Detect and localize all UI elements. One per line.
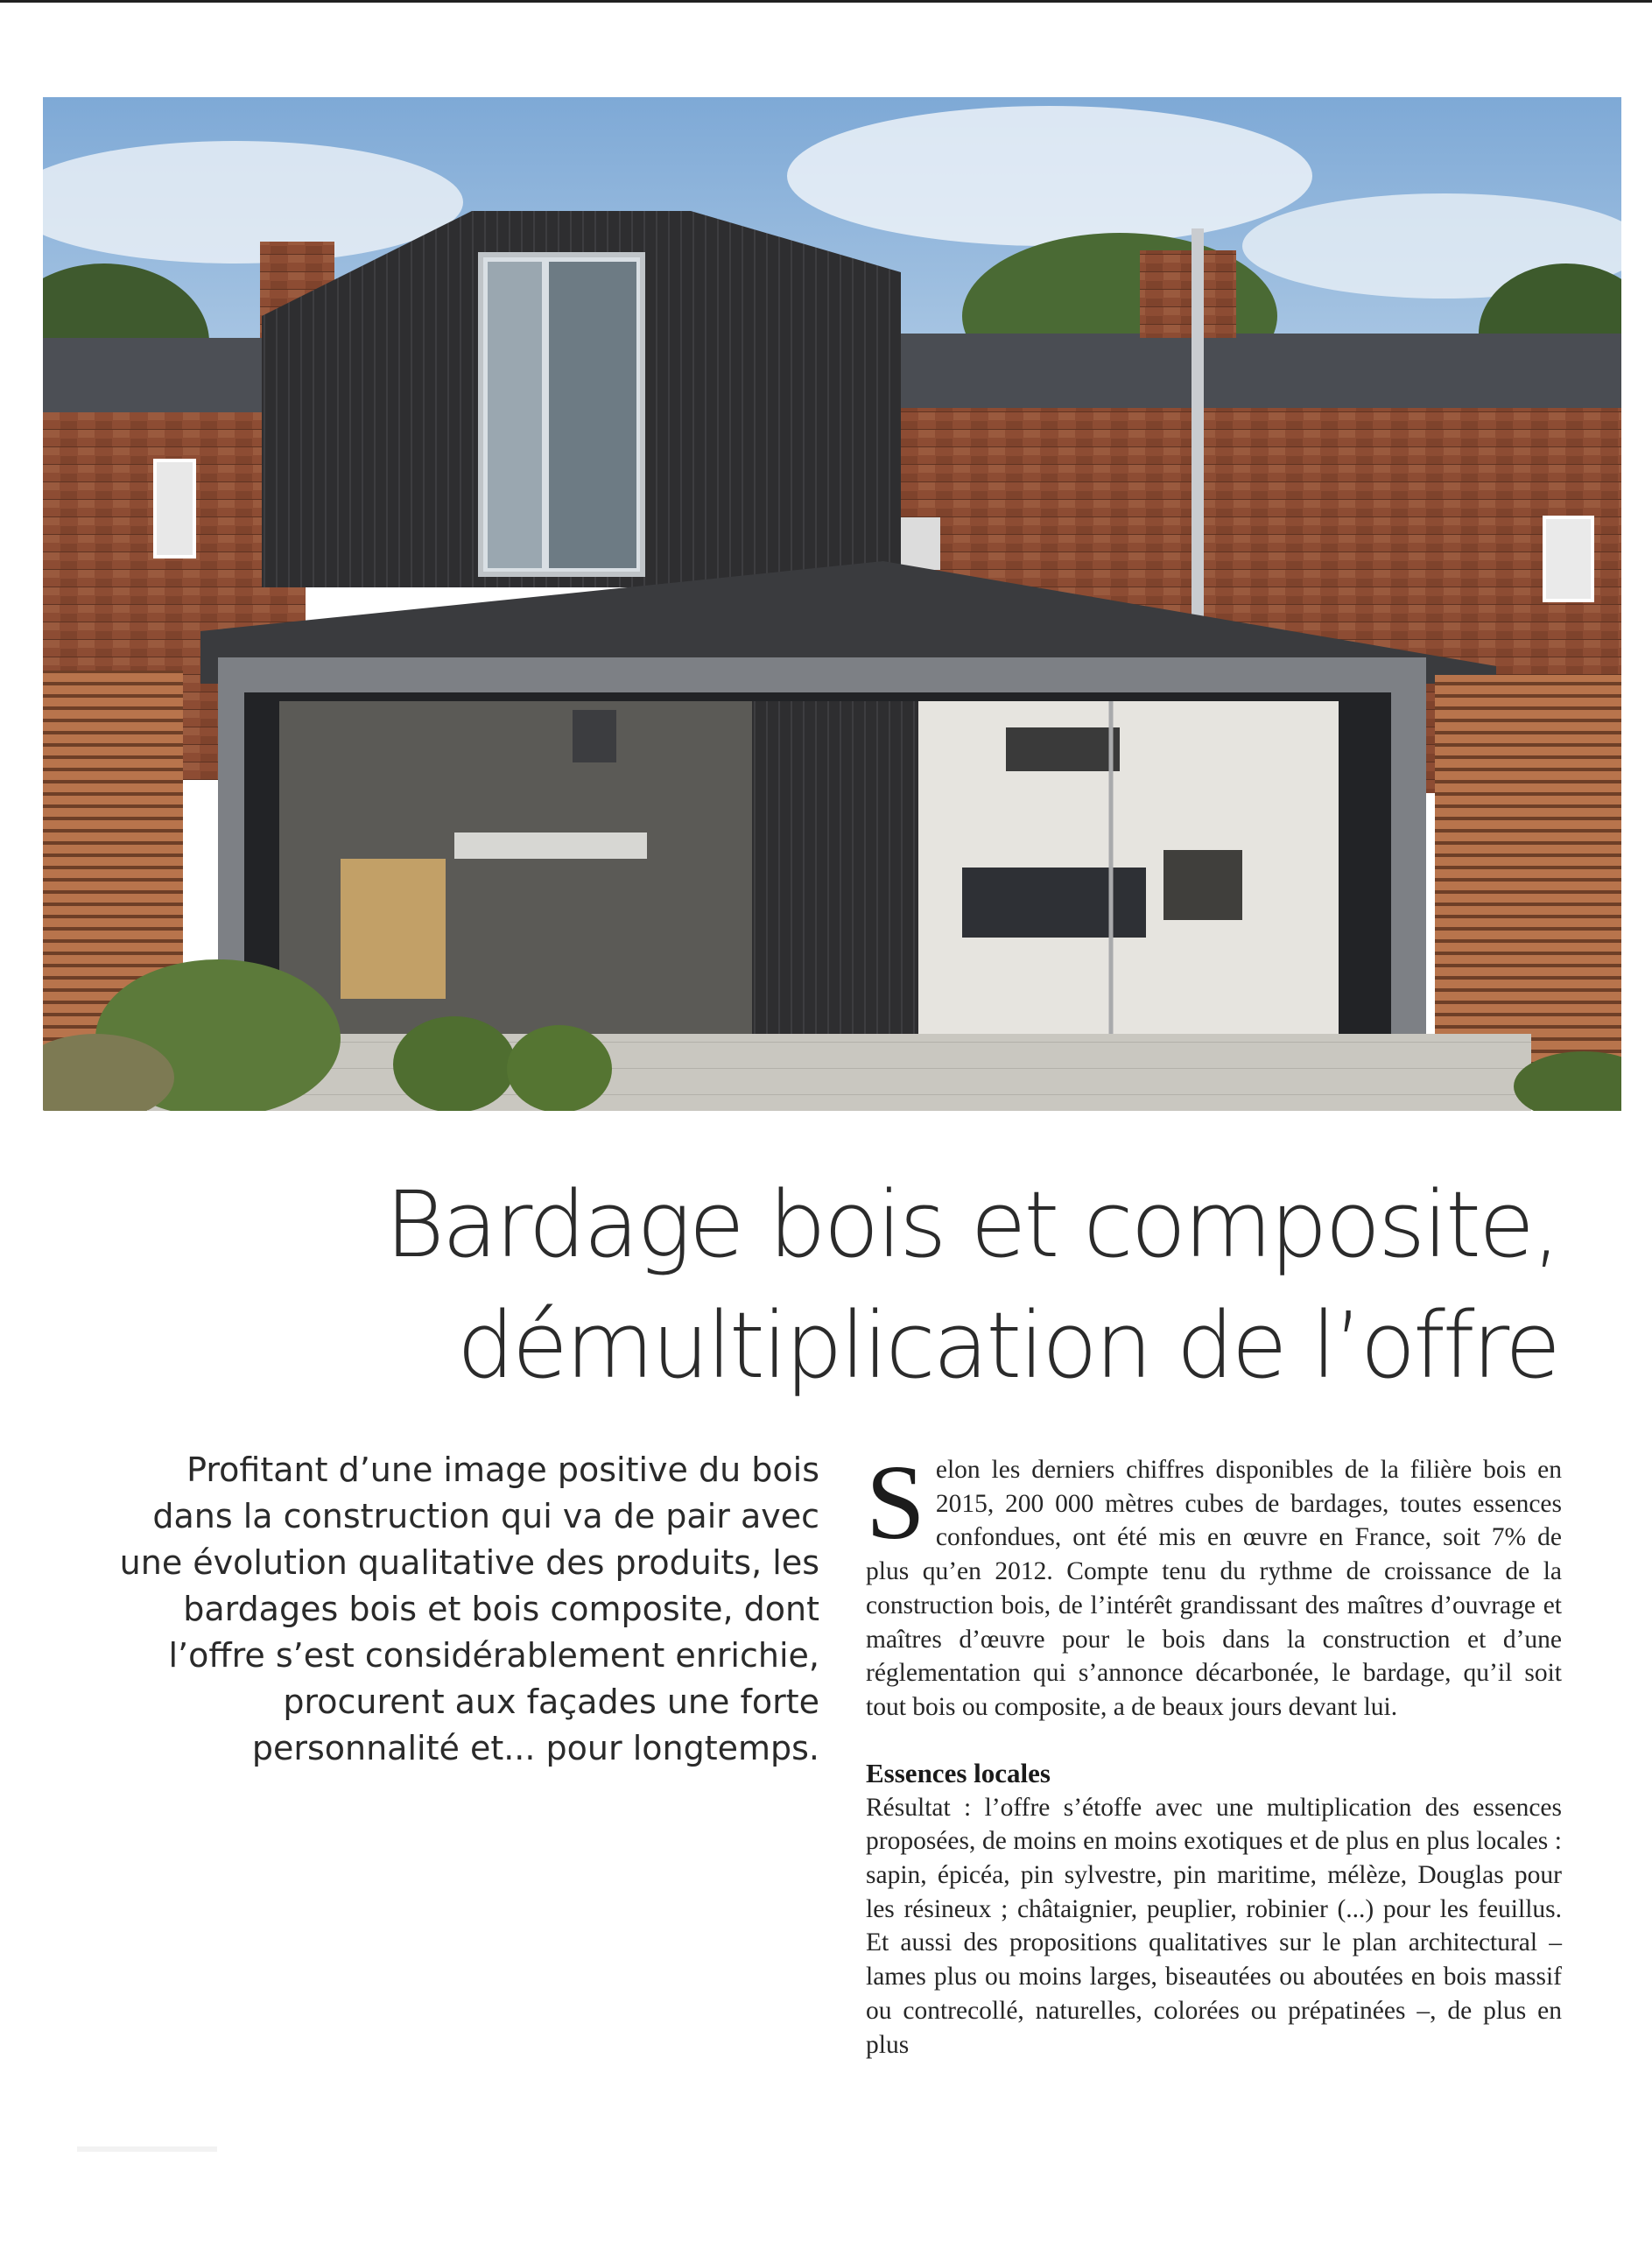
- house-illustration: [43, 97, 1621, 1111]
- top-border: [0, 0, 1652, 3]
- footer-mark: [77, 2146, 217, 2152]
- subheading: Essences locales: [866, 1757, 1051, 1788]
- title-line-1: Bardage bois et composite,: [384, 1171, 1558, 1278]
- hero-photo: [43, 97, 1621, 1111]
- article-intro: Profitant d’une image positive du bois dans la construction qui va de pair avec une évolution qualitative des produits, les bardages bois et bois composite, dont l’offre s’est considérablement enrichie, procurent aux façades une forte personnalité et... pour longtemps.: [119, 1451, 819, 1767]
- title-line-2: démultiplication de l’offre: [456, 1292, 1558, 1399]
- drop-cap: S: [866, 1444, 925, 1562]
- paragraph-1: elon les derniers chiffres disponibles de la filière bois en 2015, 200 000 mètres cubes de bardages, toutes essences confondues, ont été mis en œuvre en France, soit 7% de plus qu’en 2012. Compte tenu du rythme de croissance de la construction bois, de l’intérêt grandissant des maîtres d’ouvrage et maîtres d’œuvre pour le bois dans la construction et d’une réglementation qui s’annonce décarbonée, le bardage, qu’il soit tout bois ou composite, a de beaux jours devant lui.: [866, 1456, 1562, 1721]
- paragraph-2: Résultat : l’offre s’étoffe avec une multiplication des essences proposées, de moins en moins exotiques et de plus en plus locales : sapin, épicéa, pin sylvestre, pin maritime, mélèze, Douglas pour les résineux ; châtaignier, peuplier, robinier (...) pour les feuillus. Et aussi des propositions qualitatives sur le plan architectural – lames plus ou moins larges, biseautées ou aboutées en bois massif ou contrecollé, naturelles, colorées ou prépatinées –, de plus en plus: [866, 1793, 1562, 2059]
- article-body: [866, 1444, 1562, 2062]
- article-title: [158, 1164, 1558, 1406]
